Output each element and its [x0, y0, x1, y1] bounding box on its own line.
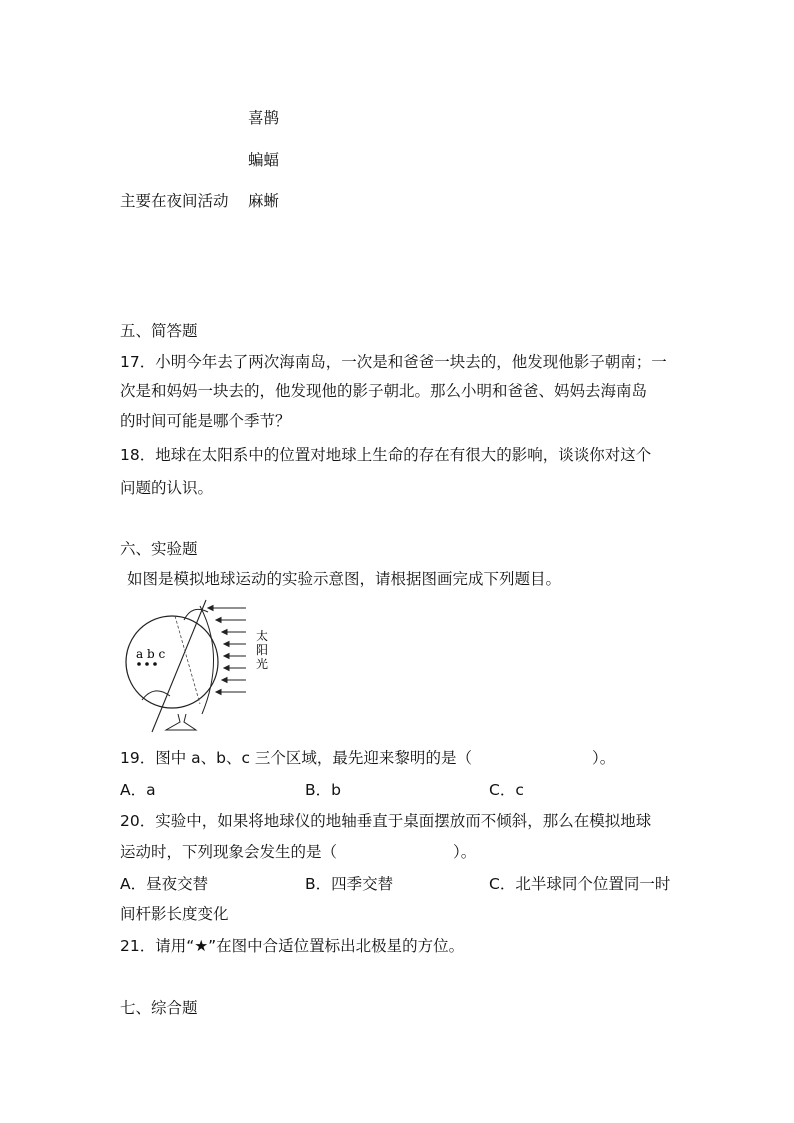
- section5-title: 五、简答题: [120, 322, 198, 340]
- match-right-item-2: 蝙蝠: [248, 151, 280, 169]
- q20-option-a[interactable]: A．昼夜交替: [120, 875, 209, 893]
- section6-title: 六、实验题: [120, 540, 198, 558]
- q20-option-c[interactable]: C．北半球同个位置同一时: [489, 875, 671, 893]
- sun-label-char-2: 阳: [256, 643, 269, 657]
- q19-stem-line: [120, 746, 615, 768]
- q20-close: ）。: [453, 843, 477, 861]
- q20-option-c-cont: 间杆影长度变化: [120, 905, 229, 923]
- sun-label-char-3: 光: [256, 657, 269, 671]
- match-left-item-1: 主要在夜间活动: [120, 192, 229, 210]
- q21-text: 21．请用“★”在图中合适位置标出北极星的方位。: [120, 937, 465, 955]
- point-a-dot: [137, 662, 141, 666]
- q19-option-c[interactable]: C．c: [489, 781, 524, 799]
- terminator-dashed-line: [175, 616, 200, 704]
- q17-line1: 17．小明今年去了两次海南岛，一次是和爸爸一块去的，他发现他影子朝南；一: [120, 353, 667, 371]
- section7-title: 七、综合题: [120, 999, 198, 1017]
- q19-option-b[interactable]: B．b: [305, 781, 341, 799]
- globe-stand: [166, 714, 196, 730]
- q19-stem: 19．图中 a、b、c 三个区域，最先迎来黎明的是（: [120, 749, 472, 767]
- q17-line3: 的时间可能是哪个季节？: [120, 412, 291, 430]
- meridian-ring: [200, 606, 214, 714]
- globe-experiment-figure: [122, 596, 282, 738]
- q20-line1: 20．实验中，如果将地球仪的地轴垂直于桌面摆放而不倾斜，那么在模拟地球: [120, 812, 652, 830]
- q18-line1: 18．地球在太阳系中的位置对地球上生命的存在有很大的影响，谈谈你对这个: [120, 446, 652, 464]
- q20-line2-row: [120, 840, 476, 862]
- point-c-dot: [153, 662, 157, 666]
- match-right-item-3: 麻蜥: [248, 192, 280, 210]
- sun-label-char-1: 太: [256, 629, 269, 643]
- earth-axis-line: [152, 600, 206, 732]
- q19-option-a[interactable]: A．a: [120, 781, 156, 799]
- point-b-dot: [145, 662, 149, 666]
- point-labels: a b c: [136, 647, 166, 661]
- q17-line2: 次是和妈妈一块去的，他发现他的影子朝北。那么小明和爸爸、妈妈去海南岛: [120, 382, 648, 400]
- earth-circle: [126, 616, 218, 708]
- section6-intro: 如图是模拟地球运动的实验示意图，请根据图画完成下列题目。: [127, 570, 562, 588]
- q20-line2: 运动时，下列现象会发生的是（: [120, 843, 338, 861]
- match-right-item-1: 喜鹊: [248, 109, 280, 127]
- q19-close: ）。: [591, 749, 616, 767]
- q18-line2: 问题的认识。: [120, 479, 214, 497]
- q20-option-b[interactable]: B．四季交替: [305, 875, 394, 893]
